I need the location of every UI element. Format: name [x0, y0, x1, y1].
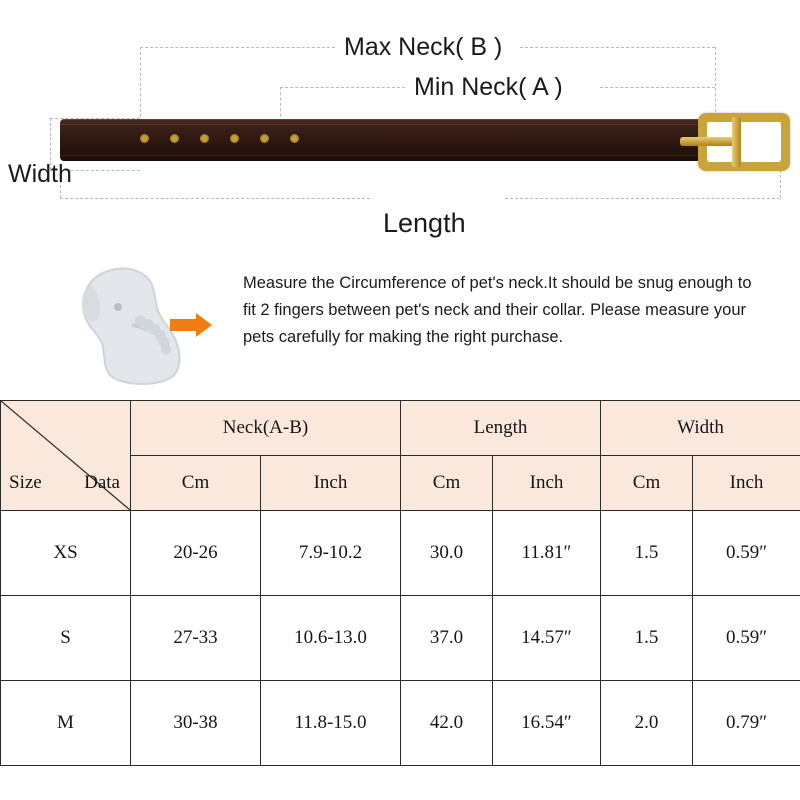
label-min-neck: Min Neck( A ) [414, 73, 563, 101]
guide-line-max-neck-right [715, 47, 716, 122]
strap-hole [140, 134, 149, 143]
guide-line-max-neck-left [140, 47, 141, 122]
collar-graphic [60, 113, 780, 175]
instructions-text: Measure the Circumference of pet's neck.It should be snug enough to fit 2 fingers between pet's neck and their collar. Please measure your pets carefully for making the right purchase. [243, 274, 752, 346]
table-row [1, 596, 800, 681]
cell-neck-inch: 11.8-15.0 [261, 681, 401, 766]
cell-width-inch: 0.59″ [693, 511, 800, 596]
cell-neck-cm: 27-33 [131, 596, 261, 681]
cell-size: S [1, 596, 131, 681]
cell-length-inch: 16.54″ [493, 681, 601, 766]
header-length-inch: Inch [493, 456, 601, 511]
label-max-neck: Max Neck( B ) [344, 33, 503, 61]
strap-hole [230, 134, 239, 143]
cell-width-inch: 0.79″ [693, 681, 800, 766]
header-length: Length [401, 401, 601, 456]
header-length-cm: Cm [401, 456, 493, 511]
cell-size: M [1, 681, 131, 766]
guide-line-length-bottom [60, 198, 370, 199]
cell-length-cm: 42.0 [401, 681, 493, 766]
cell-length-cm: 30.0 [401, 511, 493, 596]
cell-size: XS [1, 511, 131, 596]
cell-neck-cm: 20-26 [131, 511, 261, 596]
header-neck: Neck(A-B) [131, 401, 401, 456]
guide-line-max-neck-top-right [520, 47, 715, 48]
cell-width-cm: 1.5 [601, 596, 693, 681]
measurement-instructions [0, 255, 800, 395]
label-width: Width [8, 160, 72, 188]
cell-width-cm: 2.0 [601, 681, 693, 766]
cell-width-inch: 0.59″ [693, 596, 800, 681]
guide-line-min-neck-top-right [600, 87, 715, 88]
cell-length-inch: 14.57″ [493, 596, 601, 681]
cell-neck-inch: 10.6-13.0 [261, 596, 401, 681]
header-width-cm: Cm [601, 456, 693, 511]
table-row [1, 681, 800, 766]
header-width-inch: Inch [693, 456, 800, 511]
collar-strap [60, 119, 700, 161]
guide-line-min-neck-top [280, 87, 405, 88]
header-neck-inch: Inch [261, 456, 401, 511]
strap-hole [290, 134, 299, 143]
header-width: Width [601, 401, 800, 456]
corner-data-label: Data [84, 472, 120, 493]
cell-neck-cm: 30-38 [131, 681, 261, 766]
dog-illustration-icon [70, 263, 220, 388]
cell-length-cm: 37.0 [401, 596, 493, 681]
table-header-group-row [1, 401, 800, 456]
guide-line-max-neck-top [140, 47, 335, 48]
buckle-prong [680, 137, 740, 146]
buckle-bar [732, 117, 741, 167]
label-length: Length [383, 208, 466, 238]
table-corner-cell [1, 401, 131, 511]
table-row [1, 511, 800, 596]
header-neck-cm: Cm [131, 456, 261, 511]
corner-size-label: Size [9, 472, 42, 493]
strap-hole [170, 134, 179, 143]
collar-diagram [0, 0, 800, 255]
strap-hole [260, 134, 269, 143]
cell-length-inch: 11.81″ [493, 511, 601, 596]
cell-neck-inch: 7.9-10.2 [261, 511, 401, 596]
guide-line-length-bottom-right [505, 198, 780, 199]
size-chart-table [0, 400, 800, 766]
cell-width-cm: 1.5 [601, 511, 693, 596]
strap-hole [200, 134, 209, 143]
collar-buckle [680, 113, 790, 171]
